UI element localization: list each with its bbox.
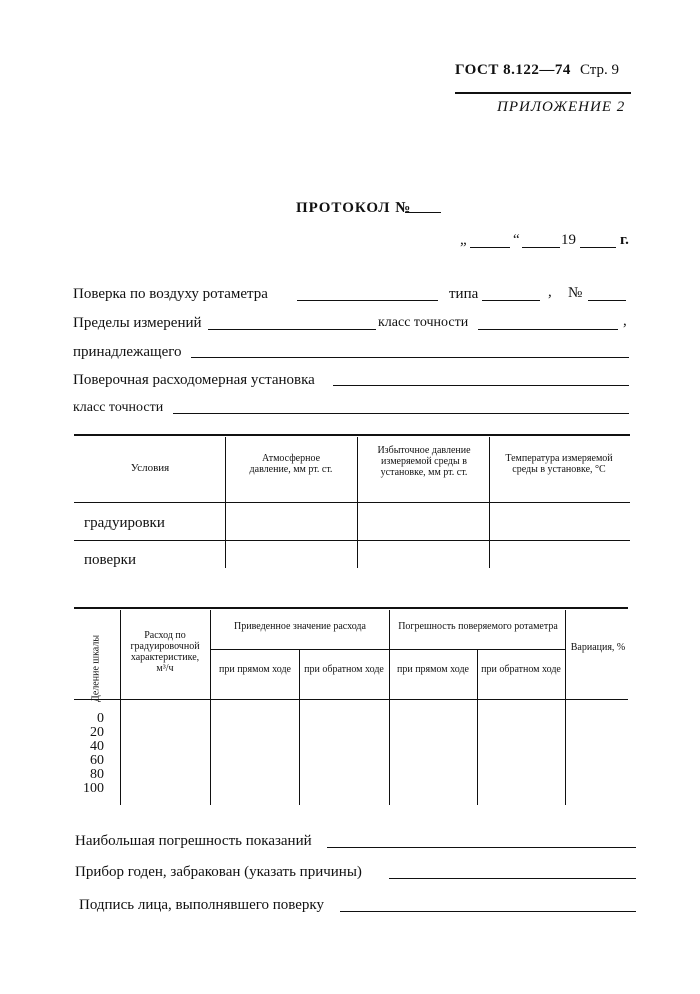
results-col-divider: [120, 610, 121, 805]
verdict-field[interactable]: [389, 878, 636, 879]
signature-label: Подпись лица, выполнявшего поверку: [79, 897, 325, 913]
conditions-row-rule: [74, 540, 630, 541]
rotameter-field[interactable]: [297, 300, 438, 301]
results-header-error: Погрешность поверяемого ротаметра: [398, 621, 558, 632]
rotameter-check-label: Поверка по воздуху ротаметра: [73, 286, 268, 302]
results-top-rule: [74, 607, 628, 609]
installation-class-label: класс точности: [73, 400, 164, 415]
results-col-divider: [565, 610, 566, 805]
installation-field[interactable]: [333, 385, 629, 386]
conditions-col-divider: [225, 437, 226, 568]
owner-field[interactable]: [191, 357, 629, 358]
protocol-number-field[interactable]: [405, 212, 441, 213]
number-sign: №: [568, 285, 583, 301]
type-comma: ,: [548, 284, 552, 300]
type-label: типа: [449, 286, 479, 302]
appendix-label: ПРИЛОЖЕНИЕ 2: [497, 99, 626, 115]
date-year-field[interactable]: [580, 247, 616, 248]
installation-label: Поверочная расходомерная установка: [73, 372, 315, 388]
signature-field[interactable]: [340, 911, 636, 912]
date-day-field[interactable]: [470, 247, 510, 248]
division-value: 100: [83, 781, 104, 796]
installation-class-field[interactable]: [173, 413, 629, 414]
max-error-field[interactable]: [327, 847, 636, 848]
date-month-field[interactable]: [522, 247, 560, 248]
date-open-quote: „: [460, 232, 467, 248]
results-header-rule: [74, 699, 628, 700]
date-year-suffix: г.: [620, 232, 629, 248]
division-value: 0: [97, 711, 104, 726]
results-header-flow: Расход по градуировочной характеристике, м³/ч: [130, 630, 200, 674]
conditions-col-divider: [357, 437, 358, 568]
conditions-row-calibration: градуировки: [84, 515, 165, 531]
results-col-divider: [389, 610, 390, 805]
results-header-reduced: Приведенное значение расхода: [234, 621, 366, 632]
page-number: Стр. 9: [580, 62, 620, 78]
conditions-header-temperature: Температура измеряемой среды в установке, °С: [505, 453, 613, 475]
number-field[interactable]: [588, 300, 626, 301]
conditions-header-pressure: Атмосферное давление, мм рт. ст.: [249, 453, 333, 475]
results-header-reduced-forward: при прямом ходе: [219, 664, 291, 675]
conditions-top-rule: [74, 434, 630, 436]
division-value: 60: [90, 753, 104, 768]
max-error-label: Наибольшая погрешность показаний: [75, 833, 312, 849]
division-value: 20: [90, 725, 104, 740]
protocol-title: [296, 200, 411, 217]
date-close-quote: “: [513, 232, 520, 248]
header-rule: [455, 92, 631, 94]
conditions-header-rule: [74, 502, 630, 503]
measurement-range-label: Пределы измерений: [73, 315, 202, 331]
results-col-divider: [299, 650, 300, 805]
conditions-row-verification: поверки: [84, 552, 136, 568]
conditions-header-conditions: Условия: [130, 462, 170, 474]
owner-label: принадлежащего: [73, 344, 182, 360]
conditions-col-divider: [489, 437, 490, 568]
results-subheader-rule: [210, 649, 565, 650]
accuracy-class-comma: ,: [623, 313, 627, 329]
results-header-reduced-reverse: при обратном ходе: [304, 664, 384, 675]
results-col-divider: [210, 610, 211, 805]
results-col-divider: [477, 650, 478, 805]
verdict-label: Прибор годен, забракован (указать причины): [75, 864, 362, 880]
standard-number: ГОСТ 8.122—74: [455, 62, 571, 78]
results-header-division: Деление шкалы: [90, 634, 102, 703]
type-field[interactable]: [482, 300, 540, 301]
results-header-error-forward: при прямом ходе: [397, 664, 469, 675]
results-header-error-reverse: при обратном ходе: [481, 664, 561, 675]
results-header-variation: Вариация, %: [570, 642, 626, 653]
protocol-title-text: ПРОТОКОЛ №: [296, 200, 412, 216]
division-value: 40: [90, 739, 104, 754]
division-value: 80: [90, 767, 104, 782]
accuracy-class-label: класс точности: [378, 315, 469, 330]
measurement-range-field[interactable]: [208, 329, 376, 330]
conditions-header-excess: Избыточное давление измеряемой среды в установке, мм рт. ст.: [377, 445, 471, 478]
accuracy-class-field[interactable]: [478, 329, 618, 330]
date-century: 19: [561, 232, 576, 248]
